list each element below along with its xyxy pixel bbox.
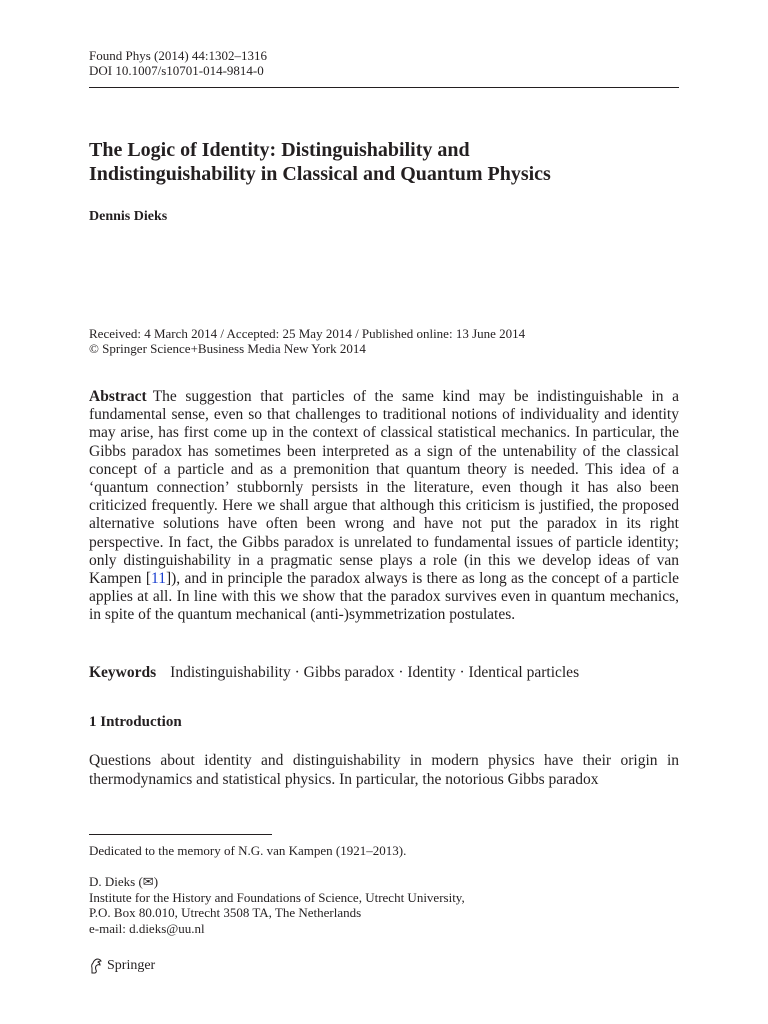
- author-affiliation: [89, 874, 465, 936]
- abstract: [89, 388, 679, 625]
- email: e-mail: d.dieks@uu.nl: [89, 920, 205, 936]
- postal-address: P.O. Box 80.010, Utrecht 3508 TA, The Netherlands: [89, 905, 362, 920]
- abstract-label: Abstract: [89, 388, 147, 405]
- publisher-name: Springer: [107, 958, 156, 973]
- author-name: Dennis Dieks: [89, 209, 168, 224]
- footnote-divider: [89, 834, 272, 835]
- header-divider: [89, 87, 679, 88]
- title-line-2: Indistinguishability in Classical and Quantum Physics: [89, 163, 551, 185]
- section-heading: 1 Introduction: [89, 714, 182, 730]
- keywords-label: Keywords: [89, 664, 157, 681]
- keywords-list: Indistinguishability · Gibbs paradox · Identity · Identical particles: [170, 664, 580, 681]
- dedication-footnote: Dedicated to the memory of N.G. van Kampen (1921–2013).: [89, 843, 407, 858]
- doi: DOI 10.1007/s10701-014-9814-0: [89, 63, 264, 78]
- corresponding-author: D. Dieks (✉): [89, 874, 159, 889]
- publication-dates: [89, 326, 525, 356]
- copyright-line: © Springer Science+Business Media New York 2014: [89, 341, 366, 356]
- publisher-logo: [89, 958, 155, 974]
- institute: Institute for the History and Foundations of Science, Utrecht University,: [89, 889, 465, 905]
- abstract-text-part-1: The suggestion that particles of the same kind may be indistinguishable in a fundamental sense, even so that challenges to traditional notions of individuality and identity may arise, has first come up in the context of classical statistical mechanics. In particular, the Gibbs paradox has sometimes been interpreted as a sign of the untenability of the classical concept of a particle and as a premonition that quantum theory is needed. This idea of a ‘quantum connection’ stubbornly persists in the literature, even though it has also been criticized frequently. Here we shall argue that although this criticism is justified, the proposed alternative solutions have often been wrong and have not put the paradox in its right perspective. In fact, the Gibbs paradox is unrelated to fundamental issues of particle identity; only distinguishability in a pragmatic sense plays a role (in this we develop ideas of van Kampen [: [89, 388, 679, 588]
- keywords: [89, 664, 579, 682]
- received-line: Received: 4 March 2014 / Accepted: 25 May 2014 / Published online: 13 June 2014: [89, 326, 526, 341]
- abstract-text-part-2: ]), and in principle the paradox always is there as long as the concept of a particle applies at all. In line with this we show that the paradox survives even in quantum mechanics, in spite of the quantum mechanical (anti-)symmetrization postulates.: [89, 570, 680, 624]
- journal-header: [89, 48, 267, 78]
- intro-paragraph: Questions about identity and distinguishability in modern physics have their origin in thermodynamics and statistical physics. In particular, the notorious Gibbs paradox: [89, 752, 679, 788]
- springer-horse-icon: [89, 958, 103, 974]
- reference-link-11[interactable]: 11: [151, 570, 166, 588]
- paper-title: [89, 138, 679, 186]
- title-line-1: The Logic of Identity: Distinguishability and: [89, 139, 470, 161]
- journal-citation: Found Phys (2014) 44:1302–1316: [89, 48, 268, 63]
